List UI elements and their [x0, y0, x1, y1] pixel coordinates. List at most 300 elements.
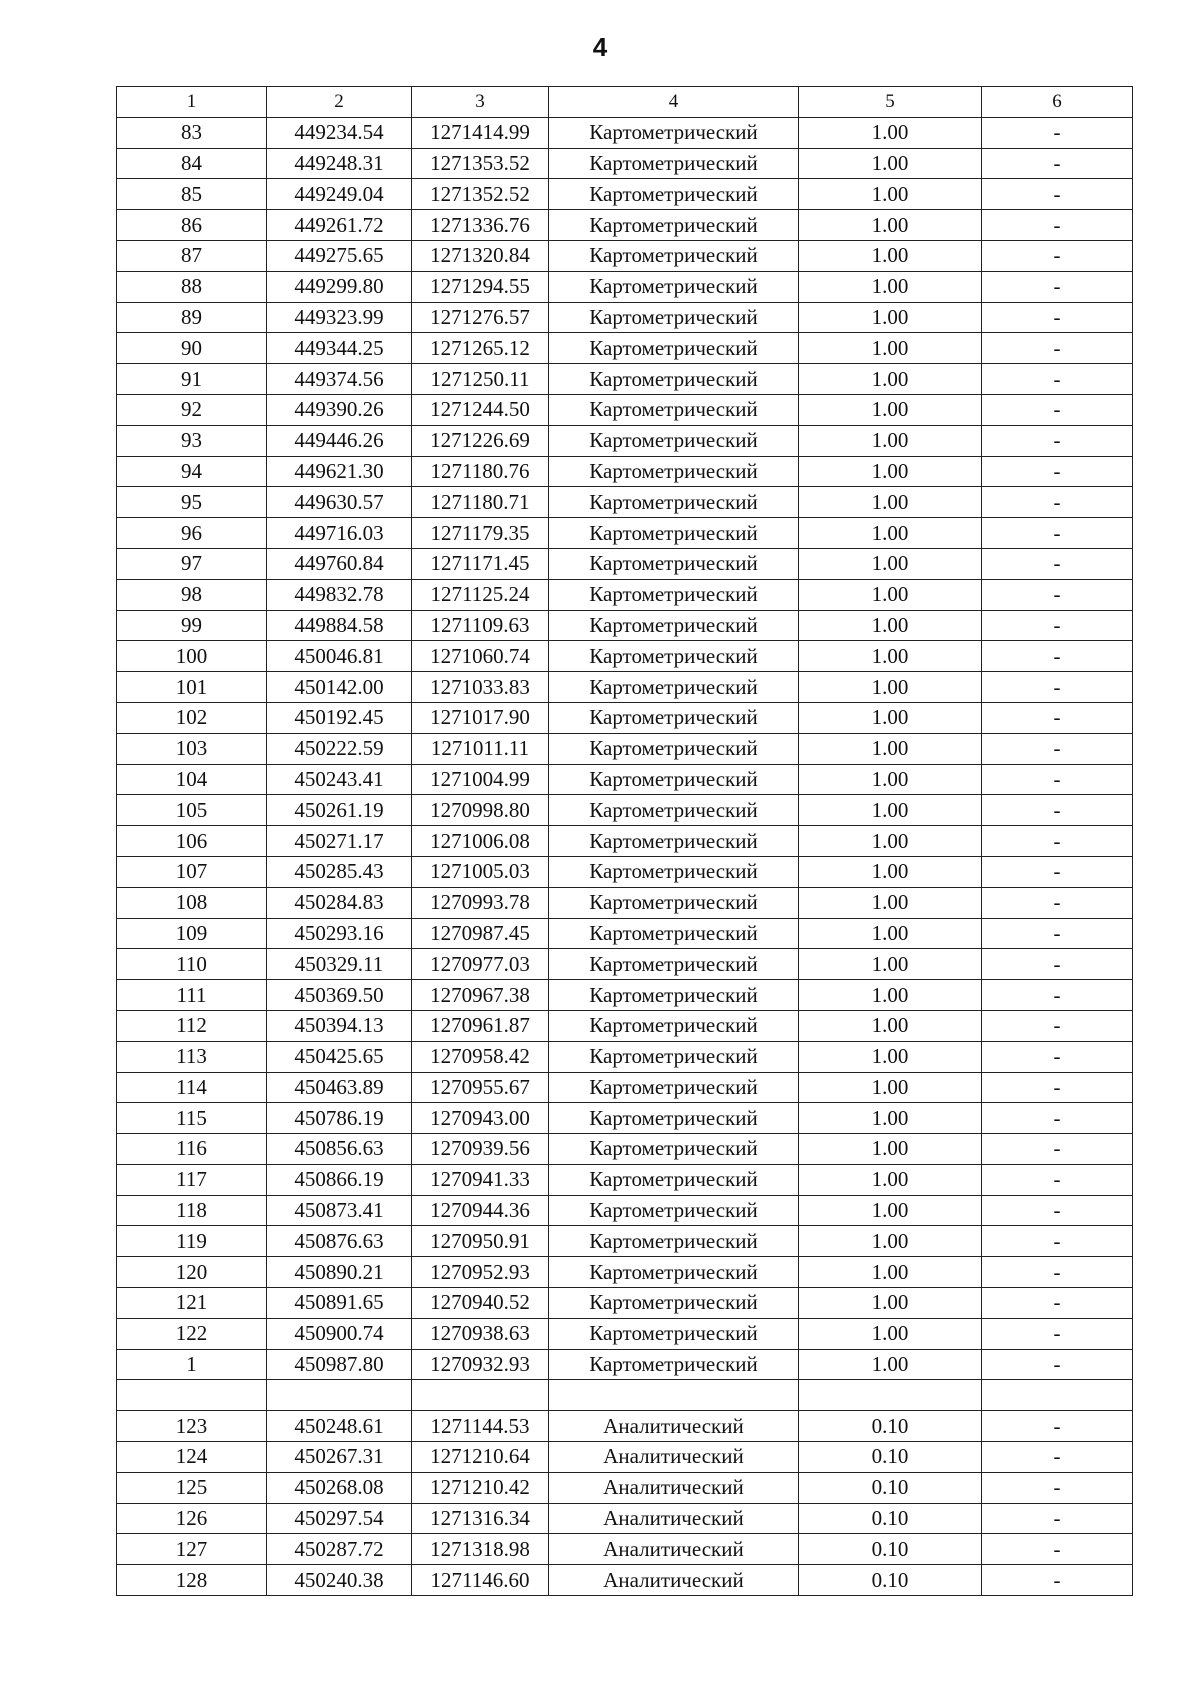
y-coordinate-cell: 1270940.52: [412, 1288, 549, 1319]
table-row: [117, 1041, 1133, 1072]
table-row: [117, 364, 1133, 395]
note-cell: -: [982, 394, 1133, 425]
point-number-cell: 1: [117, 1349, 267, 1380]
accuracy-cell: 1.00: [799, 1318, 982, 1349]
x-coordinate-cell: 449716.03: [267, 518, 412, 549]
note-cell: -: [982, 702, 1133, 733]
table-row: [117, 1534, 1133, 1565]
table-row: [117, 579, 1133, 610]
x-coordinate-cell: 449275.65: [267, 240, 412, 271]
accuracy-cell: 1.00: [799, 1041, 982, 1072]
point-number-cell: 121: [117, 1288, 267, 1319]
method-cell: Картометрический: [549, 1164, 799, 1195]
accuracy-cell: 1.00: [799, 764, 982, 795]
point-number-cell: 103: [117, 733, 267, 764]
table-row: [117, 672, 1133, 703]
table-row: [117, 795, 1133, 826]
method-cell: Картометрический: [549, 918, 799, 949]
accuracy-cell: 1.00: [799, 394, 982, 425]
table-row: [117, 210, 1133, 241]
point-number-cell: 110: [117, 949, 267, 980]
x-coordinate-cell: 450284.83: [267, 887, 412, 918]
x-coordinate-cell: 450240.38: [267, 1565, 412, 1596]
y-coordinate-cell: 1271017.90: [412, 702, 549, 733]
y-coordinate-cell: 1271180.71: [412, 487, 549, 518]
y-coordinate-cell: 1271006.08: [412, 826, 549, 857]
x-coordinate-cell: 450261.19: [267, 795, 412, 826]
note-cell: -: [982, 672, 1133, 703]
x-coordinate-cell: 449390.26: [267, 394, 412, 425]
accuracy-cell: [799, 1380, 982, 1411]
accuracy-cell: 1.00: [799, 949, 982, 980]
accuracy-cell: 1.00: [799, 610, 982, 641]
table-body: [117, 117, 1133, 1595]
method-cell: Картометрический: [549, 887, 799, 918]
method-cell: Аналитический: [549, 1565, 799, 1596]
accuracy-cell: 1.00: [799, 364, 982, 395]
method-cell: Картометрический: [549, 333, 799, 364]
point-number-cell: 98: [117, 579, 267, 610]
accuracy-cell: 1.00: [799, 487, 982, 518]
note-cell: -: [982, 1164, 1133, 1195]
table-row: [117, 764, 1133, 795]
y-coordinate-cell: 1271210.42: [412, 1472, 549, 1503]
x-coordinate-cell: 449323.99: [267, 302, 412, 333]
point-number-cell: 125: [117, 1472, 267, 1503]
table-row: [117, 394, 1133, 425]
x-coordinate-cell: 450900.74: [267, 1318, 412, 1349]
accuracy-cell: 1.00: [799, 518, 982, 549]
x-coordinate-cell: 449344.25: [267, 333, 412, 364]
x-coordinate-cell: 450890.21: [267, 1257, 412, 1288]
accuracy-cell: 1.00: [799, 702, 982, 733]
note-cell: -: [982, 425, 1133, 456]
table-row: [117, 425, 1133, 456]
table-row: [117, 148, 1133, 179]
x-coordinate-cell: 449261.72: [267, 210, 412, 241]
point-number-cell: 94: [117, 456, 267, 487]
point-number-cell: 112: [117, 1010, 267, 1041]
table-row: [117, 641, 1133, 672]
point-number-cell: 124: [117, 1442, 267, 1473]
table-row: [117, 1195, 1133, 1226]
note-cell: -: [982, 1103, 1133, 1134]
note-cell: -: [982, 302, 1133, 333]
table-row: [117, 1380, 1133, 1411]
note-cell: -: [982, 117, 1133, 148]
method-cell: Картометрический: [549, 1010, 799, 1041]
accuracy-cell: 1.00: [799, 1349, 982, 1380]
method-cell: Картометрический: [549, 980, 799, 1011]
point-number-cell: 101: [117, 672, 267, 703]
table-row: [117, 179, 1133, 210]
method-cell: Картометрический: [549, 487, 799, 518]
x-coordinate-cell: 450287.72: [267, 1534, 412, 1565]
method-cell: Картометрический: [549, 1257, 799, 1288]
accuracy-cell: 1.00: [799, 1164, 982, 1195]
y-coordinate-cell: 1270932.93: [412, 1349, 549, 1380]
method-cell: Картометрический: [549, 641, 799, 672]
accuracy-cell: 1.00: [799, 641, 982, 672]
x-coordinate-cell: 450425.65: [267, 1041, 412, 1072]
table-row: [117, 918, 1133, 949]
table-row: [117, 1226, 1133, 1257]
note-cell: -: [982, 548, 1133, 579]
y-coordinate-cell: 1271353.52: [412, 148, 549, 179]
note-cell: -: [982, 641, 1133, 672]
y-coordinate-cell: 1270961.87: [412, 1010, 549, 1041]
method-cell: Картометрический: [549, 302, 799, 333]
accuracy-cell: 1.00: [799, 1072, 982, 1103]
x-coordinate-cell: 450267.31: [267, 1442, 412, 1473]
y-coordinate-cell: 1270993.78: [412, 887, 549, 918]
point-number-cell: 99: [117, 610, 267, 641]
point-number-cell: 92: [117, 394, 267, 425]
table-row: [117, 240, 1133, 271]
note-cell: -: [982, 949, 1133, 980]
x-coordinate-cell: 449248.31: [267, 148, 412, 179]
x-coordinate-cell: 450987.80: [267, 1349, 412, 1380]
table-row: [117, 1565, 1133, 1596]
point-number-cell: 96: [117, 518, 267, 549]
method-cell: Аналитический: [549, 1534, 799, 1565]
method-cell: Картометрический: [549, 733, 799, 764]
accuracy-cell: 1.00: [799, 672, 982, 703]
y-coordinate-cell: 1270938.63: [412, 1318, 549, 1349]
y-coordinate-cell: 1271004.99: [412, 764, 549, 795]
coordinates-table: [116, 86, 1133, 1596]
y-coordinate-cell: 1271109.63: [412, 610, 549, 641]
point-number-cell: 113: [117, 1041, 267, 1072]
note-cell: -: [982, 487, 1133, 518]
x-coordinate-cell: 450369.50: [267, 980, 412, 1011]
note-cell: -: [982, 1534, 1133, 1565]
accuracy-cell: 1.00: [799, 579, 982, 610]
method-cell: Картометрический: [549, 117, 799, 148]
note-cell: -: [982, 271, 1133, 302]
accuracy-cell: 1.00: [799, 1226, 982, 1257]
point-number-cell: 84: [117, 148, 267, 179]
x-coordinate-cell: 449832.78: [267, 579, 412, 610]
point-number-cell: 122: [117, 1318, 267, 1349]
method-cell: Картометрический: [549, 1134, 799, 1165]
method-cell: Картометрический: [549, 1226, 799, 1257]
note-cell: -: [982, 764, 1133, 795]
accuracy-cell: 1.00: [799, 271, 982, 302]
accuracy-cell: 1.00: [799, 210, 982, 241]
accuracy-cell: 1.00: [799, 302, 982, 333]
note-cell: -: [982, 733, 1133, 764]
method-cell: [549, 1380, 799, 1411]
point-number-cell: 106: [117, 826, 267, 857]
accuracy-cell: 1.00: [799, 548, 982, 579]
note-cell: -: [982, 1041, 1133, 1072]
point-number-cell: 85: [117, 179, 267, 210]
method-cell: Картометрический: [549, 764, 799, 795]
y-coordinate-cell: 1270958.42: [412, 1041, 549, 1072]
y-coordinate-cell: 1271250.11: [412, 364, 549, 395]
note-cell: -: [982, 1411, 1133, 1442]
y-coordinate-cell: 1271033.83: [412, 672, 549, 703]
point-number-cell: 88: [117, 271, 267, 302]
x-coordinate-cell: 450329.11: [267, 949, 412, 980]
y-coordinate-cell: [412, 1380, 549, 1411]
method-cell: Картометрический: [549, 579, 799, 610]
method-cell: Картометрический: [549, 179, 799, 210]
table-row: [117, 1257, 1133, 1288]
method-cell: Картометрический: [549, 672, 799, 703]
x-coordinate-cell: 450192.45: [267, 702, 412, 733]
point-number-cell: 83: [117, 117, 267, 148]
y-coordinate-cell: 1271318.98: [412, 1534, 549, 1565]
x-coordinate-cell: 449621.30: [267, 456, 412, 487]
table-row: [117, 1288, 1133, 1319]
point-number-cell: 93: [117, 425, 267, 456]
accuracy-cell: 1.00: [799, 240, 982, 271]
accuracy-cell: 1.00: [799, 1134, 982, 1165]
point-number-cell: 126: [117, 1503, 267, 1534]
note-cell: -: [982, 1134, 1133, 1165]
method-cell: Аналитический: [549, 1503, 799, 1534]
y-coordinate-cell: 1270952.93: [412, 1257, 549, 1288]
accuracy-cell: 1.00: [799, 826, 982, 857]
accuracy-cell: 1.00: [799, 918, 982, 949]
accuracy-cell: 0.10: [799, 1442, 982, 1473]
x-coordinate-cell: 450463.89: [267, 1072, 412, 1103]
method-cell: Картометрический: [549, 1041, 799, 1072]
y-coordinate-cell: 1270998.80: [412, 795, 549, 826]
note-cell: -: [982, 364, 1133, 395]
point-number-cell: 97: [117, 548, 267, 579]
accuracy-cell: 0.10: [799, 1472, 982, 1503]
note-cell: -: [982, 518, 1133, 549]
y-coordinate-cell: 1270944.36: [412, 1195, 549, 1226]
accuracy-cell: 0.10: [799, 1503, 982, 1534]
table-row: [117, 1318, 1133, 1349]
x-coordinate-cell: 450222.59: [267, 733, 412, 764]
accuracy-cell: 1.00: [799, 425, 982, 456]
y-coordinate-cell: 1270967.38: [412, 980, 549, 1011]
x-coordinate-cell: 449374.56: [267, 364, 412, 395]
y-coordinate-cell: 1271320.84: [412, 240, 549, 271]
note-cell: -: [982, 148, 1133, 179]
note-cell: -: [982, 1288, 1133, 1319]
y-coordinate-cell: 1271180.76: [412, 456, 549, 487]
x-coordinate-cell: 450243.41: [267, 764, 412, 795]
method-cell: Картометрический: [549, 1072, 799, 1103]
method-cell: Картометрический: [549, 240, 799, 271]
table-row: [117, 610, 1133, 641]
point-number-cell: 127: [117, 1534, 267, 1565]
method-cell: Аналитический: [549, 1442, 799, 1473]
note-cell: [982, 1380, 1133, 1411]
x-coordinate-cell: 450285.43: [267, 856, 412, 887]
point-number-cell: 119: [117, 1226, 267, 1257]
y-coordinate-cell: 1271316.34: [412, 1503, 549, 1534]
x-coordinate-cell: 450297.54: [267, 1503, 412, 1534]
note-cell: -: [982, 856, 1133, 887]
method-cell: Картометрический: [549, 271, 799, 302]
note-cell: -: [982, 456, 1133, 487]
note-cell: -: [982, 1565, 1133, 1596]
table-row: [117, 1503, 1133, 1534]
note-cell: -: [982, 1503, 1133, 1534]
y-coordinate-cell: 1271352.52: [412, 179, 549, 210]
x-coordinate-cell: 450866.19: [267, 1164, 412, 1195]
x-coordinate-cell: 450046.81: [267, 641, 412, 672]
column-header: 6: [982, 87, 1133, 118]
note-cell: -: [982, 1257, 1133, 1288]
y-coordinate-cell: 1271144.53: [412, 1411, 549, 1442]
note-cell: -: [982, 1226, 1133, 1257]
method-cell: Картометрический: [549, 702, 799, 733]
point-number-cell: 107: [117, 856, 267, 887]
y-coordinate-cell: 1270977.03: [412, 949, 549, 980]
point-number-cell: 90: [117, 333, 267, 364]
y-coordinate-cell: 1271265.12: [412, 333, 549, 364]
point-number-cell: 123: [117, 1411, 267, 1442]
column-header: 3: [412, 87, 549, 118]
note-cell: -: [982, 1318, 1133, 1349]
table-row: [117, 1411, 1133, 1442]
method-cell: Картометрический: [549, 456, 799, 487]
y-coordinate-cell: 1271171.45: [412, 548, 549, 579]
point-number-cell: 109: [117, 918, 267, 949]
method-cell: Аналитический: [549, 1411, 799, 1442]
column-header: 5: [799, 87, 982, 118]
table-row: [117, 1010, 1133, 1041]
note-cell: -: [982, 333, 1133, 364]
x-coordinate-cell: 449760.84: [267, 548, 412, 579]
accuracy-cell: 0.10: [799, 1565, 982, 1596]
point-number-cell: 111: [117, 980, 267, 1011]
y-coordinate-cell: 1270955.67: [412, 1072, 549, 1103]
table-row: [117, 1103, 1133, 1134]
note-cell: -: [982, 826, 1133, 857]
point-number-cell: 114: [117, 1072, 267, 1103]
accuracy-cell: 1.00: [799, 1288, 982, 1319]
table-row: [117, 1134, 1133, 1165]
y-coordinate-cell: 1271414.99: [412, 117, 549, 148]
accuracy-cell: 1.00: [799, 1010, 982, 1041]
method-cell: Картометрический: [549, 949, 799, 980]
x-coordinate-cell: 450268.08: [267, 1472, 412, 1503]
table-row: [117, 548, 1133, 579]
method-cell: Картометрический: [549, 795, 799, 826]
y-coordinate-cell: 1271005.03: [412, 856, 549, 887]
x-coordinate-cell: 449630.57: [267, 487, 412, 518]
x-coordinate-cell: 450271.17: [267, 826, 412, 857]
point-number-cell: 104: [117, 764, 267, 795]
accuracy-cell: 1.00: [799, 795, 982, 826]
table-row: [117, 302, 1133, 333]
table-row: [117, 1472, 1133, 1503]
note-cell: -: [982, 795, 1133, 826]
table-row: [117, 117, 1133, 148]
accuracy-cell: 1.00: [799, 1103, 982, 1134]
x-coordinate-cell: 449884.58: [267, 610, 412, 641]
y-coordinate-cell: 1271244.50: [412, 394, 549, 425]
x-coordinate-cell: 450891.65: [267, 1288, 412, 1319]
table-row: [117, 733, 1133, 764]
page-number: 4: [592, 32, 608, 62]
accuracy-cell: 1.00: [799, 333, 982, 364]
method-cell: Картометрический: [549, 394, 799, 425]
y-coordinate-cell: 1271226.69: [412, 425, 549, 456]
method-cell: Картометрический: [549, 1349, 799, 1380]
y-coordinate-cell: 1271294.55: [412, 271, 549, 302]
table-row: [117, 487, 1133, 518]
x-coordinate-cell: 449234.54: [267, 117, 412, 148]
method-cell: Аналитический: [549, 1472, 799, 1503]
accuracy-cell: 1.00: [799, 1195, 982, 1226]
method-cell: Картометрический: [549, 856, 799, 887]
x-coordinate-cell: [267, 1380, 412, 1411]
method-cell: Картометрический: [549, 826, 799, 857]
table-row: [117, 1072, 1133, 1103]
x-coordinate-cell: 449446.26: [267, 425, 412, 456]
accuracy-cell: 1.00: [799, 456, 982, 487]
table-row: [117, 980, 1133, 1011]
note-cell: -: [982, 579, 1133, 610]
note-cell: -: [982, 1472, 1133, 1503]
point-number-cell: 108: [117, 887, 267, 918]
accuracy-cell: 1.00: [799, 148, 982, 179]
note-cell: -: [982, 887, 1133, 918]
note-cell: -: [982, 918, 1133, 949]
x-coordinate-cell: 450142.00: [267, 672, 412, 703]
point-number-cell: 118: [117, 1195, 267, 1226]
method-cell: Картометрический: [549, 425, 799, 456]
method-cell: Картометрический: [549, 1288, 799, 1319]
table-row: [117, 456, 1133, 487]
y-coordinate-cell: 1271276.57: [412, 302, 549, 333]
method-cell: Картометрический: [549, 518, 799, 549]
table-row: [117, 949, 1133, 980]
note-cell: -: [982, 240, 1133, 271]
column-header: 1: [117, 87, 267, 118]
method-cell: Картометрический: [549, 1103, 799, 1134]
accuracy-cell: 1.00: [799, 733, 982, 764]
y-coordinate-cell: 1271336.76: [412, 210, 549, 241]
point-number-cell: 120: [117, 1257, 267, 1288]
y-coordinate-cell: 1271146.60: [412, 1565, 549, 1596]
x-coordinate-cell: 450856.63: [267, 1134, 412, 1165]
note-cell: -: [982, 1349, 1133, 1380]
y-coordinate-cell: 1270943.00: [412, 1103, 549, 1134]
y-coordinate-cell: 1271179.35: [412, 518, 549, 549]
table-row: [117, 1442, 1133, 1473]
point-number-cell: 128: [117, 1565, 267, 1596]
method-cell: Картометрический: [549, 210, 799, 241]
y-coordinate-cell: 1271125.24: [412, 579, 549, 610]
accuracy-cell: 1.00: [799, 856, 982, 887]
x-coordinate-cell: 449249.04: [267, 179, 412, 210]
accuracy-cell: 1.00: [799, 980, 982, 1011]
table-row: [117, 856, 1133, 887]
y-coordinate-cell: 1271060.74: [412, 641, 549, 672]
table-row: [117, 333, 1133, 364]
note-cell: -: [982, 1195, 1133, 1226]
note-cell: -: [982, 1010, 1133, 1041]
table-header-row: [117, 87, 1133, 118]
point-number-cell: 100: [117, 641, 267, 672]
note-cell: -: [982, 980, 1133, 1011]
method-cell: Картометрический: [549, 1318, 799, 1349]
point-number-cell: [117, 1380, 267, 1411]
point-number-cell: 105: [117, 795, 267, 826]
accuracy-cell: 1.00: [799, 179, 982, 210]
